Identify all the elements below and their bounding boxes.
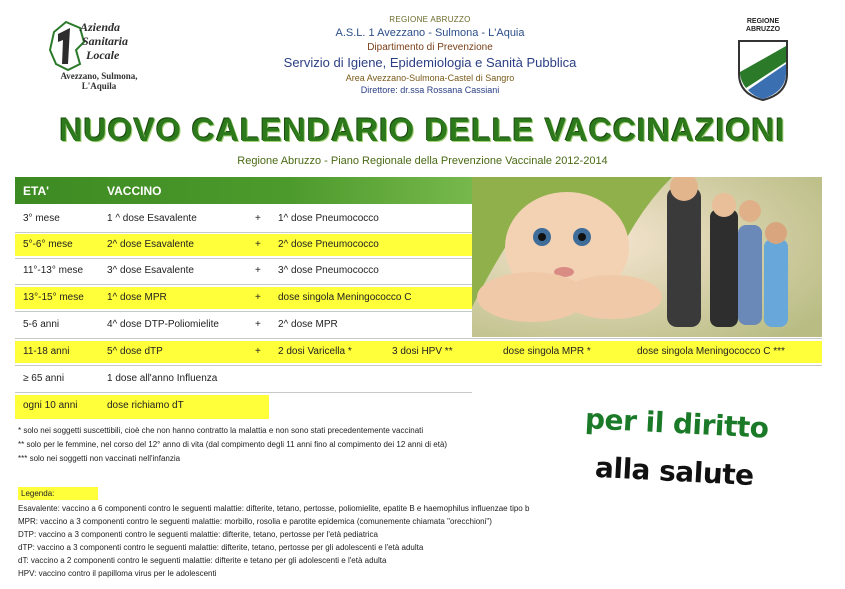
row-vaccino-2: 2 dosi Varicella * [278,346,352,357]
legend-item: dTP: vaccino a 3 componenti contro le seguenti malattie: difterite, tetano, pertosse per gli adolescenti e l'età adulta [18,543,424,552]
logo-text-2: Sanitaria [82,34,129,48]
row-divider [15,284,472,285]
row-vaccino-2: 2^ dose Pneumococco [278,239,379,250]
row-divider [15,392,472,393]
table-row [15,341,822,363]
row-eta: 11-18 anni [23,346,70,357]
row-divider [15,365,822,366]
row-plus: + [255,346,261,357]
row-vaccino-2: 3^ dose Pneumococco [278,265,379,276]
row-plus: + [255,213,261,224]
table-row [15,395,269,419]
logo-city-line1: Avezzano, Sulmona, [60,71,138,81]
row-plus: + [255,265,261,276]
logo-text-3: Locale [86,48,120,62]
legend-item: MPR: vaccino a 3 componenti contro le seguenti malattie: morbillo, rosolia e parotite epidemica (comunemente chiamata "orecchioni") [18,517,492,526]
row-eta: 5°-6° mese [23,239,73,250]
row-vaccino-1: 2^ dose Esavalente [107,239,194,250]
row-vaccino-2: 1^ dose Pneumococco [278,213,379,224]
slogan-line-1: per il diritto [584,402,770,445]
legend-title: Legenda: [18,487,98,500]
row-vaccino-2: 2^ dose MPR [278,319,338,330]
row-divider [15,232,472,233]
logo-city-line2: L'Aquila [81,81,117,91]
row-plus: + [255,319,261,330]
header-eta: ETA' [23,184,49,198]
row-vaccino-1: 5^ dose dTP [107,346,163,357]
row-plus: + [255,239,261,250]
legend-item: HPV: vaccino contro il papilloma virus per le adolescenti [18,569,217,578]
row-eta: 13°-15° mese [23,292,84,303]
regione-abruzzo-emblem [728,12,798,107]
header-servizio: Servizio di Igiene, Epidemiologia e Sanità Pubblica [283,55,577,70]
row-vaccino-3: 3 dosi HPV ** [392,346,453,357]
row-eta: 3° mese [23,213,60,224]
header-direttore: Direttore: dr.ssa Rossana Cassiani [360,85,500,95]
row-eta: ogni 10 anni [23,400,78,411]
footnote-1: * solo nei soggetti suscettibili, cioè che non hanno contratto la malattia e non sono stati precedentemente vaccinati [18,426,424,435]
emblem-label-line2: ABRUZZO [745,26,781,33]
row-plus: + [255,292,261,303]
row-vaccino-1: 1 ^ dose Esavalente [107,213,197,224]
row-vaccino-1: dose richiamo dT [107,400,184,411]
row-divider [15,338,822,339]
table-row [15,234,472,256]
logo-text-1: Azienda [80,20,121,34]
header-region: REGIONE ABRUZZO [389,15,471,24]
row-vaccino-1: 1^ dose MPR [107,292,167,303]
legend-item: DTP: vaccino a 3 componenti contro le seguenti malattie: difterite, tetano, pertosse per l'età pediatrica [18,530,378,539]
children-photo-image [472,177,822,337]
row-vaccino-1: 1 dose all'anno Influenza [107,373,218,384]
row-vaccino-1: 4^ dose DTP-Poliomielite [107,319,219,330]
table-row [15,287,472,309]
row-divider [15,258,472,259]
page-subtitle: Regione Abruzzo - Piano Regionale della Prevenzione Vaccinale 2012-2014 [237,155,608,167]
emblem-label-line1: REGIONE [746,18,780,25]
legend-item: Esavalente: vaccino a 6 componenti contro le seguenti malattie: difterite, tetano, pertosse, poliomielite, epatite B e haemophilus influenzae tipo b [18,504,530,513]
row-vaccino-5: dose singola Meningococco C *** [637,346,785,357]
asl-logo [44,18,154,90]
row-eta: 11°-13° mese [23,265,84,276]
header-vaccino: VACCINO [107,184,162,198]
header-dipartimento: Dipartimento di Prevenzione [367,42,493,53]
row-vaccino-4: dose singola MPR * [503,346,591,357]
row-eta: ≥ 65 anni [23,373,65,384]
header-asl: A.S.L. 1 Avezzano - Sulmona - L'Aquia [335,27,525,39]
row-vaccino-1: 3^ dose Esavalente [107,265,194,276]
emblem-label [728,18,798,34]
header-area: Area Avezzano-Sulmona-Castel di Sangro [345,73,515,83]
slogan-line-2: alla salute [594,450,755,493]
page-title: NUOVO CALENDARIO DELLE VACCINAZIONI [59,112,786,148]
table-header [15,177,472,204]
table-row [15,260,472,282]
table-row [15,314,472,336]
logo-city [49,71,149,91]
legend-item: dT: vaccino a 2 componenti contro le seguenti malattie: difterite e tetano per gli adolescenti e l'età adulta [18,556,387,565]
footnote-3: *** solo nei soggetti non vaccinati nell'infanzia [18,454,181,463]
row-vaccino-2: dose singola Meningococco C [278,292,412,303]
table-row [15,208,472,230]
row-divider [15,311,472,312]
footnote-2: ** solo per le femmine, nel corso del 12° anno di vita (dal compimento degli 11 anni fino al compimento dei 12 anni di età) [18,440,448,449]
emblem-shield-icon [736,38,790,102]
table-row [15,368,472,390]
row-eta: 5-6 anni [23,319,60,330]
children-photo [472,177,822,337]
